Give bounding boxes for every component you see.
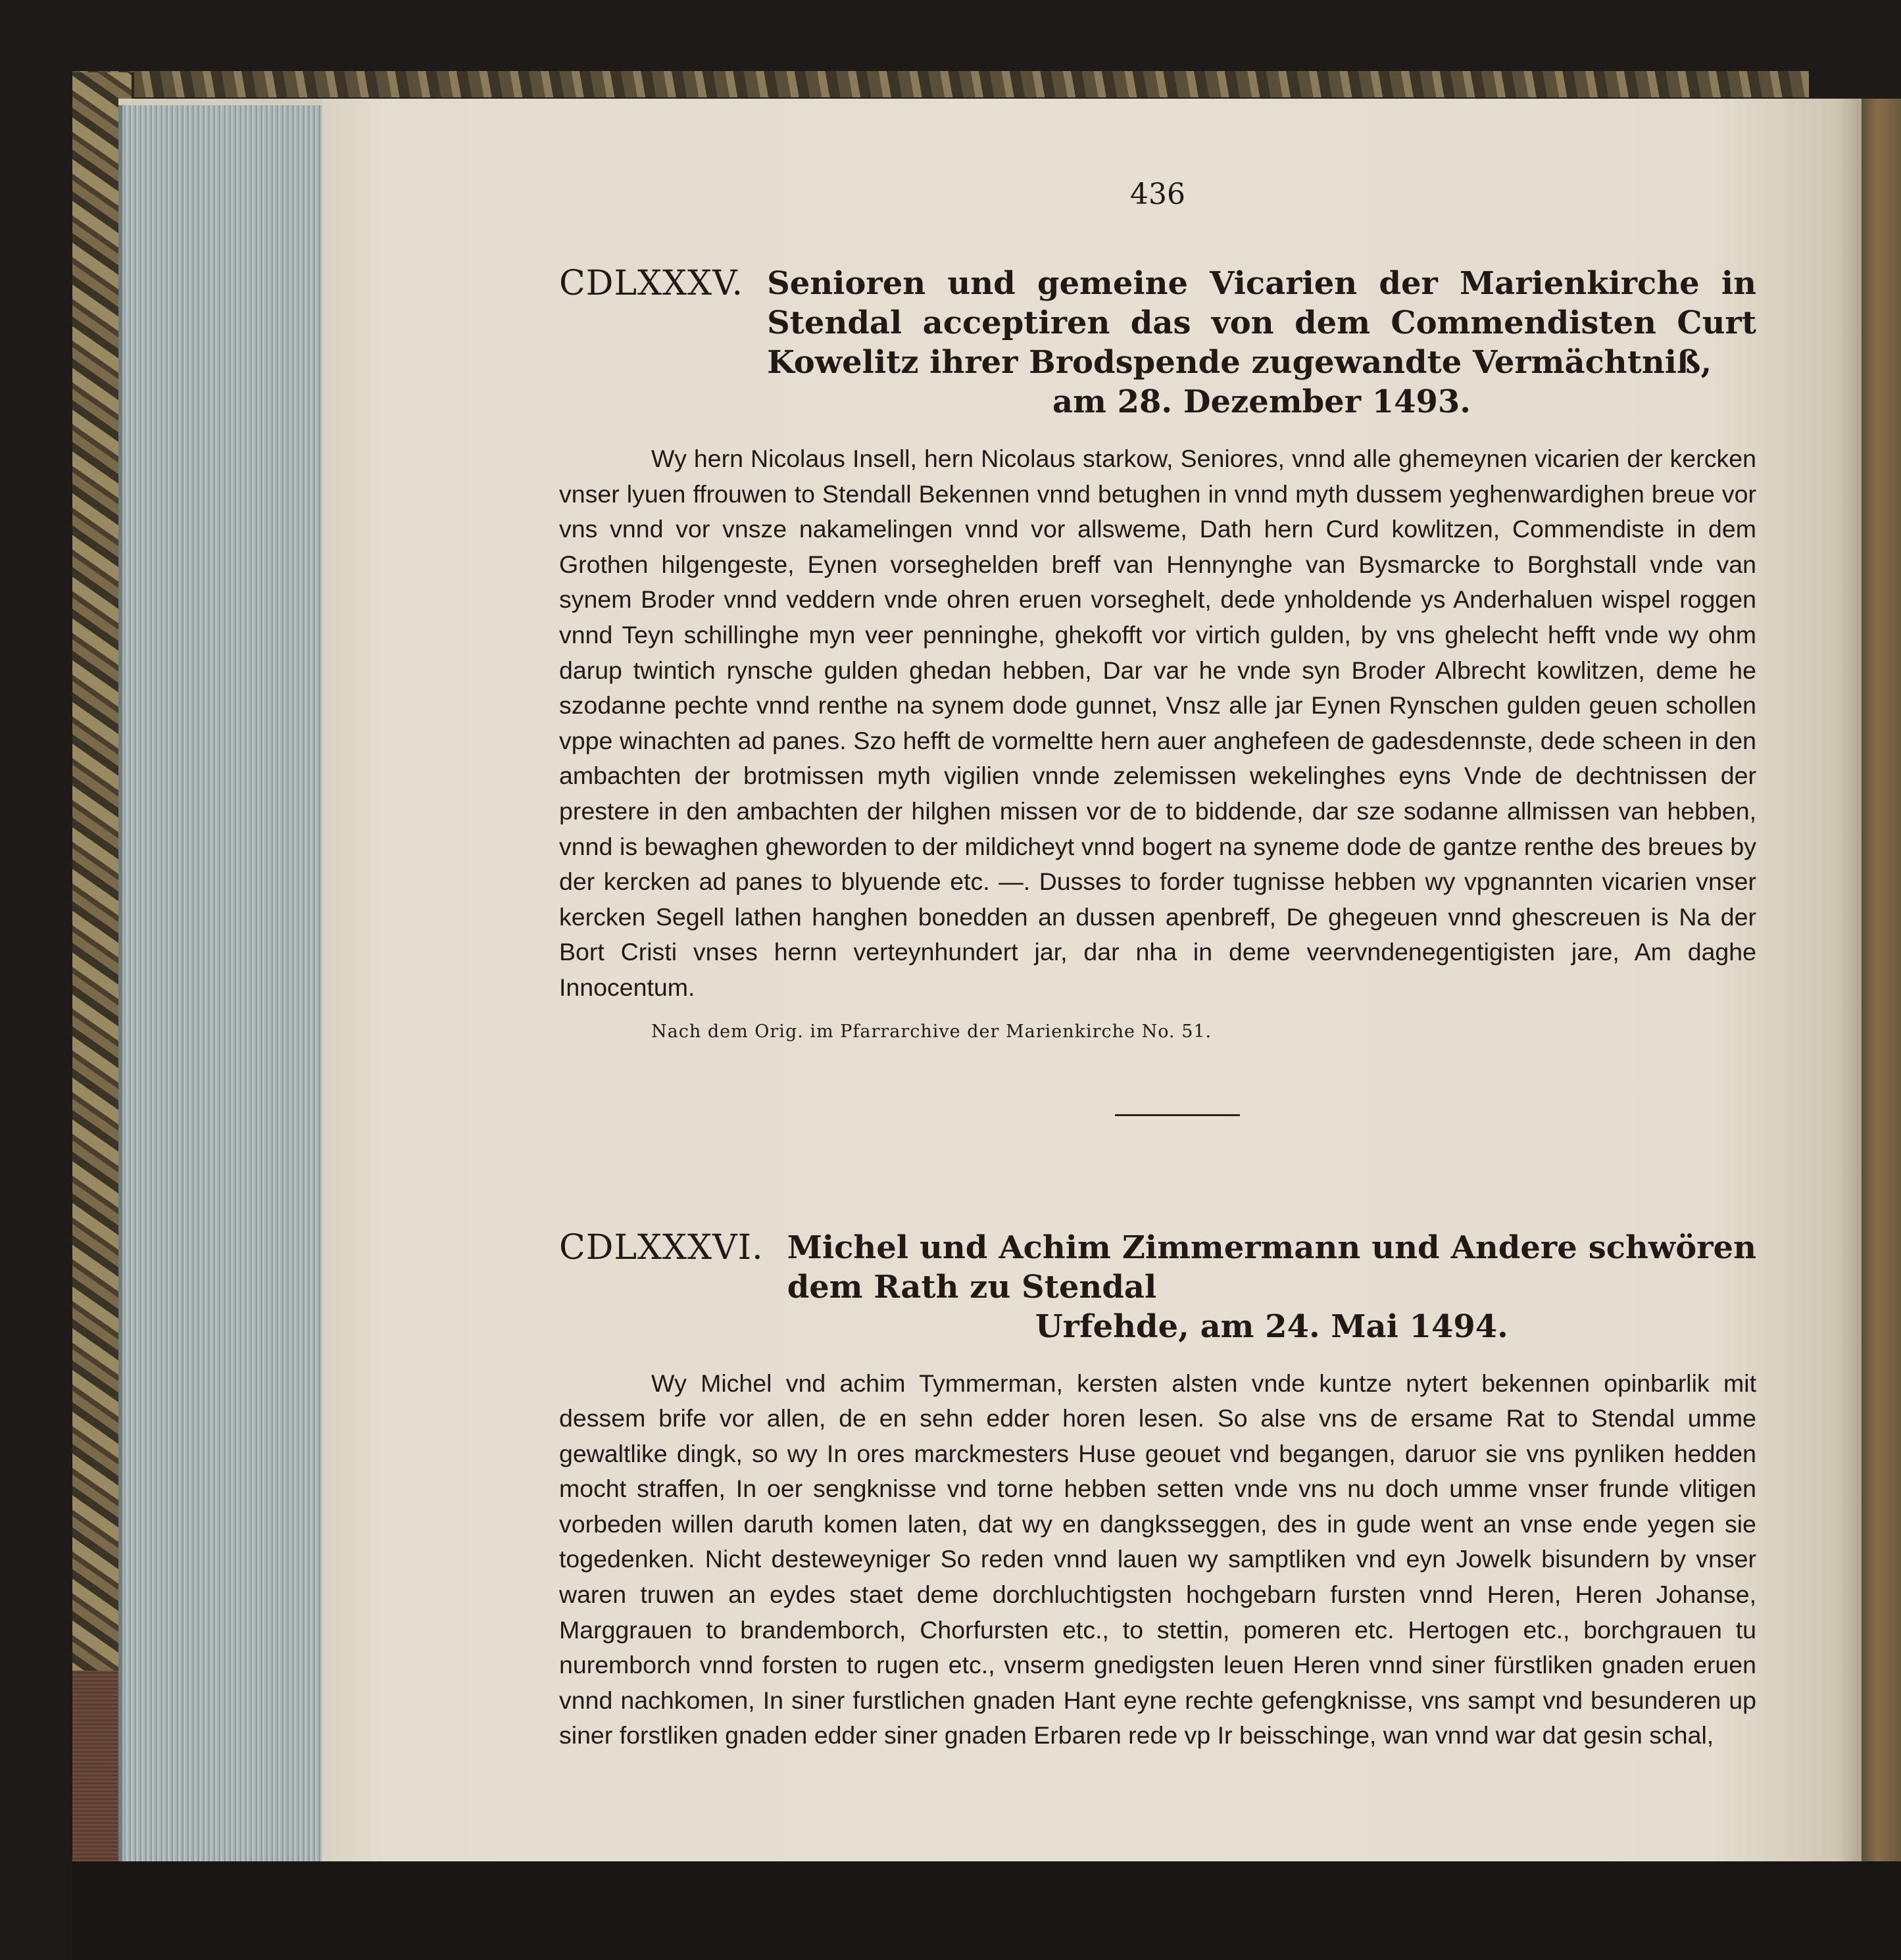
source-note: Nach dem Orig. im Pfarrarchive der Marienkirche No. 51.	[651, 1021, 1212, 1042]
document-heading	[559, 264, 1756, 422]
document-number: CDLXXXVI.	[559, 1227, 764, 1267]
document-date: am 28. Dezember 1493.	[1052, 383, 1471, 420]
document-body-text: Wy Michel vnd achim Tymmerman, kersten alsten vnde kuntze nytert bekennen opinbarlik mit dessem brife vor allen, de en sehn edder horen lesen. So alse vns de ersame Rat to Stendal umme gewaltlike dingk, so wy In ores marckmesters Huse geouet vnd begangen, daruor sie vns pynliken hedden mocht straffen, In oer sengknisse vnd torne hebben setten vnde vns nu doch umme vnser frunde vlitigen vorbeden willen daruth komen laten, dat wy en dangksseggen, des in gude went an vnse ende yegen sie togedenken. Nicht desteweyniger So reden vnnd lauen wy samptliken vnd eyn Jowelk bisundern by vnser waren truwen an eydes staet deme dorchluchtigsten hochgebarn fursten vnnd Heren, Heren Johanse, Marggrauen to brandemborch, Chorfursten etc., to stettin, pomeren etc. Hertogen etc., borchgrauen tu nuremborch vnnd forsten to rugen etc., vnserm gnedigsten leuen Heren vnnd siner fürstliken gnaden eruen vnnd nachkomen, In siner furstlichen gnaden Hant eyne rechte gefengknisse, vns sampt vnd besunderen up siner forstliken gnaden edder siner gnaden Erbaren rede vp Ir beisschinge, wan vnnd war dat gesin schal,	[559, 1369, 1756, 1750]
document-title-block	[787, 1228, 1756, 1346]
document-body-text: Wy hern Nicolaus Insell, hern Nicolaus starkow, Seniores, vnnd alle ghemeynen vicarien der kercken vnser lyuen ffrouwen to Stendall Bekennen vnnd betughen in vnnd myth dussem yeghenwardighen breue vor vns vnnd vor vnsze nakamelingen vnnd vor allsweme, Dath hern Curd kowlitzen, Commendiste in dem Grothen hilgengeste, Eynen vorseghelden breff van Hennynghe van Bysmarcke to Borghstall vnde van synem Broder vnnd veddern vnde ohren eruen vorseghelt, dede ynholdende ys Anderhaluen wispel roggen vnnd Teyn schillinghe myn veer penninghe, ghekofft vor virtich gulden, by vns ghelecht hefft vnde wy ohm darup twintich rynsche gulden ghedan hebben, Dar var he vnde syn Broder Albrecht kowlitzen, deme he szodanne pechte vnnd renthe na synem dode gunnet, Vnsz alle jar Eynen Rynschen gulden geuen schollen vppe winachten ad panes. Szo hefft de vormeltte hern auer anghefeen de gadesdennste, dede scheen in den ambachten der brotmissen myth vigilien vnnde zelemissen wekelinghes eyns Vnde de dechtnissen der prestere in den ambachten der hilghen missen vor de to biddende, dar sze sodanne allmissen van hebben, vnnd is bewaghen gheworden to der mildicheyt vnnd bogert na syneme dode de gantze renthe des breues by der kercken ad panes to blyuende etc. —. Dusses to forder tugnisse hebben wy vpgnannten vicarien vnser kercken Segell lathen hanghen bonedden an dussen apenbreff, De ghegeuen vnnd ghescreuen is Na der Bort Cristi vnses hernn verteynhundert jar, dar nha in deme veervndenegentigisten jare, Am daghe Innocentum.	[559, 445, 1756, 1001]
document-entry-1	[559, 264, 1756, 1042]
facing-cover-edge	[1862, 99, 1901, 1874]
page-content	[559, 178, 1756, 1753]
section-divider	[1115, 1114, 1240, 1116]
document-title-block	[767, 264, 1756, 422]
document-body	[559, 1366, 1756, 1754]
document-number: CDLXXXV.	[559, 264, 744, 303]
book-cover-top-edge	[72, 71, 1809, 97]
document-date: Urfehde, am 24. Mai 1494.	[1035, 1308, 1508, 1345]
background-surface	[72, 1861, 1901, 1960]
document-body	[559, 441, 1756, 1006]
document-title: Michel und Achim Zimmermann und Andere schwören dem Rath zu Stendal	[787, 1229, 1756, 1306]
document-entry-2	[559, 1228, 1756, 1754]
page-stack-edge	[118, 105, 339, 1868]
page-number: 436	[1130, 178, 1185, 211]
document-title: Senioren und gemeine Vicarien der Marienkirche in Stendal acceptiren das von dem Commendisten Curt Kowelitz ihrer Brodspende zugewandte Vermächtniß,	[767, 265, 1756, 381]
document-heading	[559, 1228, 1756, 1346]
